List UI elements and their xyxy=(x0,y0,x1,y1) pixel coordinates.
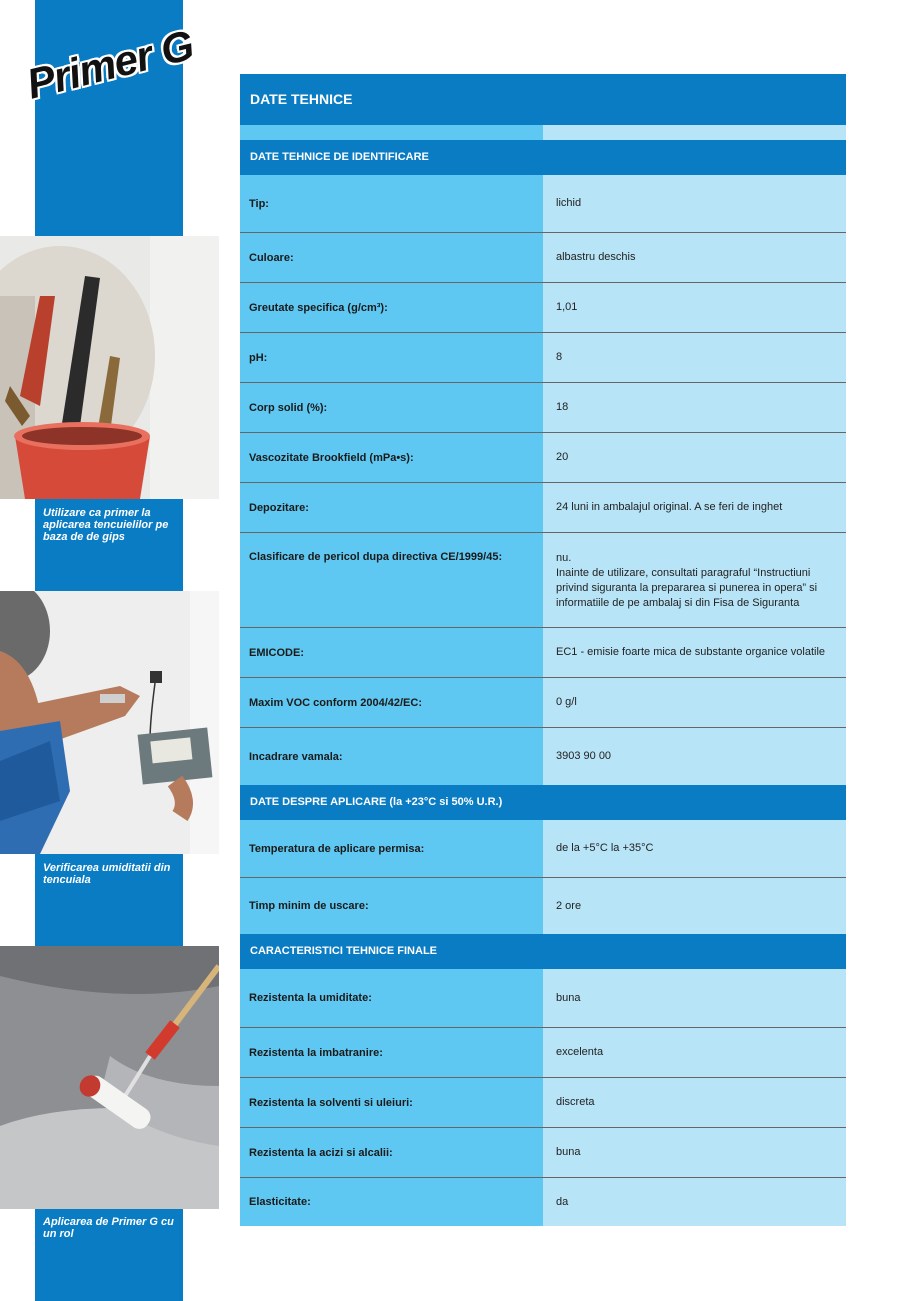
table-row: Maxim VOC conform 2004/42/EC: 0 g/l xyxy=(240,678,846,728)
logo-area xyxy=(0,0,235,236)
table-row: Rezistenta la umiditate: buna xyxy=(240,969,846,1028)
table-row: Incadrare vamala: 3903 90 00 xyxy=(240,728,846,785)
table-row: Vascozitate Brookfield (mPa•s): 20 xyxy=(240,433,846,483)
table-row: Rezistenta la acizi si alcalii: buna xyxy=(240,1128,846,1178)
table-row: Depozitare: 24 luni in ambalajul original. A se feri de inghet xyxy=(240,483,846,533)
table-row: Tip: lichid xyxy=(240,175,846,233)
photo-moisture-meter xyxy=(0,591,219,854)
caption-3: Aplicarea de Primer G cu un rol xyxy=(43,1216,174,1240)
table-row: Temperatura de aplicare permisa: de la +5°C la +35°C xyxy=(240,820,846,878)
technical-data-table xyxy=(240,74,846,1226)
table-row: Corp solid (%): 18 xyxy=(240,383,846,433)
photo-bucket-trowels xyxy=(0,236,219,499)
table-row: Greutate specifica (g/cm³): 1,01 xyxy=(240,283,846,333)
table-row: Culoare: albastru deschis xyxy=(240,233,846,283)
section-heading-aplicare: DATE DESPRE APLICARE (la +23°C si 50% U.R.) xyxy=(240,785,846,820)
table-row: EMICODE: EC1 - emisie foarte mica de substante organice volatile xyxy=(240,628,846,678)
section-heading-identificare: DATE TEHNICE DE IDENTIFICARE xyxy=(240,140,846,175)
photo-paint-roller xyxy=(0,946,219,1209)
table-row: pH: 8 xyxy=(240,333,846,383)
caption-2: Verificarea umiditatii din tencuiala xyxy=(43,862,171,886)
caption-1: Utilizare ca primer la aplicarea tencuielilor pe baza de de gips xyxy=(43,507,169,543)
table-row: Timp minim de uscare: 2 ore xyxy=(240,878,846,934)
product-logo: Primer G xyxy=(22,21,198,108)
table-row: Rezistenta la imbatranire: excelenta xyxy=(240,1028,846,1078)
table-title: DATE TEHNICE xyxy=(240,74,846,125)
table-row: Clasificare de pericol dupa directiva CE/1999/45: nu. Inainte de utilizare, consultati paragraful “Instructiuni privind siguranta la prepararea si punerea in opera” si informatiile de pe ambalaj si din Fisa de Siguranta xyxy=(240,533,846,628)
table-row: Elasticitate: da xyxy=(240,1178,846,1226)
section-heading-finale: CARACTERISTICI TEHNICE FINALE xyxy=(240,934,846,969)
table-row: Rezistenta la solventi si uleiuri: discreta xyxy=(240,1078,846,1128)
